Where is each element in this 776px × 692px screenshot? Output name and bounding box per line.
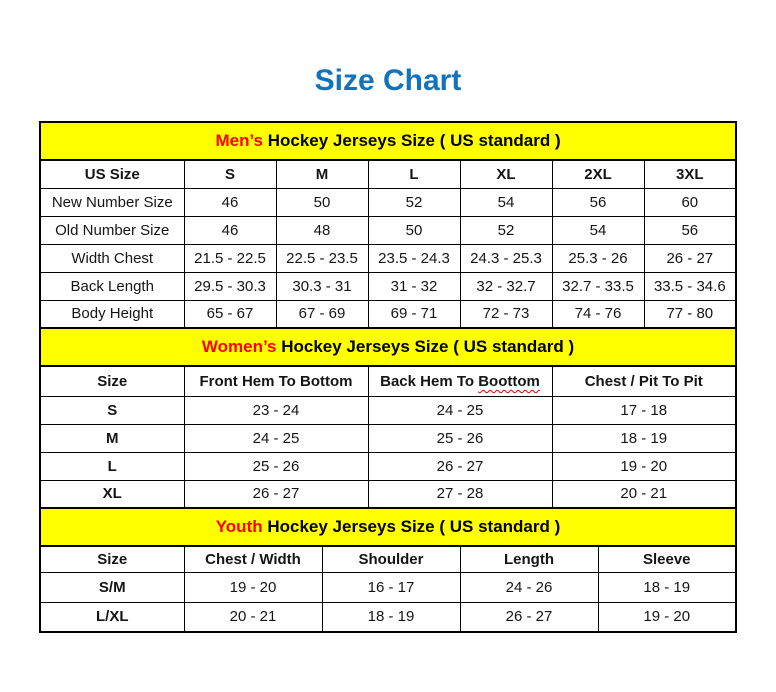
table-cell: 24 - 25 bbox=[368, 396, 552, 424]
table-cell: 18 - 19 bbox=[598, 572, 736, 602]
table-cell: 16 - 17 bbox=[322, 572, 460, 602]
table-cell: 46 bbox=[184, 188, 276, 216]
table-cell: 29.5 - 30.3 bbox=[184, 272, 276, 300]
mens-row-back-length bbox=[40, 272, 736, 300]
youth-column-header-row bbox=[40, 546, 736, 572]
mens-column-header-row bbox=[40, 160, 736, 188]
table-cell: 77 - 80 bbox=[644, 300, 736, 328]
table-cell: 25 - 26 bbox=[368, 424, 552, 452]
table-cell: 32.7 - 33.5 bbox=[552, 272, 644, 300]
table-cell: 24 - 26 bbox=[460, 572, 598, 602]
mens-row-width-chest bbox=[40, 244, 736, 272]
womens-row-m bbox=[40, 424, 736, 452]
youth-section-highlight: Youth bbox=[215, 517, 263, 536]
youth-section-rest: Hockey Jerseys Size ( US standard ) bbox=[262, 517, 561, 536]
mens-col-us-size: US Size bbox=[40, 160, 184, 188]
table-cell: 25.3 - 26 bbox=[552, 244, 644, 272]
mens-row-old-number bbox=[40, 216, 736, 244]
row-label: S bbox=[40, 396, 184, 424]
table-cell: 19 - 20 bbox=[598, 602, 736, 632]
mens-col-3xl: 3XL bbox=[644, 160, 736, 188]
womens-section-highlight: Women’s bbox=[201, 337, 277, 356]
mens-col-2xl: 2XL bbox=[552, 160, 644, 188]
table-cell: 54 bbox=[552, 216, 644, 244]
youth-size-table bbox=[39, 507, 737, 633]
table-cell: 56 bbox=[644, 216, 736, 244]
womens-row-l bbox=[40, 452, 736, 480]
row-label: XL bbox=[40, 480, 184, 508]
youth-section-title bbox=[40, 508, 736, 546]
table-cell: 50 bbox=[368, 216, 460, 244]
womens-section-title bbox=[40, 328, 736, 366]
table-cell: 24.3 - 25.3 bbox=[460, 244, 552, 272]
mens-col-l: L bbox=[368, 160, 460, 188]
mens-section-title bbox=[40, 122, 736, 160]
table-cell: 74 - 76 bbox=[552, 300, 644, 328]
table-cell: 50 bbox=[276, 188, 368, 216]
table-cell: 18 - 19 bbox=[552, 424, 736, 452]
row-label: L/XL bbox=[40, 602, 184, 632]
row-label: L bbox=[40, 452, 184, 480]
table-cell: 48 bbox=[276, 216, 368, 244]
row-label: M bbox=[40, 424, 184, 452]
youth-col-chest-width: Chest / Width bbox=[184, 546, 322, 572]
table-cell: 33.5 - 34.6 bbox=[644, 272, 736, 300]
womens-col-back-hem bbox=[368, 366, 552, 396]
table-cell: 72 - 73 bbox=[460, 300, 552, 328]
table-cell: 23.5 - 24.3 bbox=[368, 244, 460, 272]
table-cell: 52 bbox=[460, 216, 552, 244]
womens-col-size: Size bbox=[40, 366, 184, 396]
table-cell: 26 - 27 bbox=[644, 244, 736, 272]
mens-col-s: S bbox=[184, 160, 276, 188]
table-cell: 17 - 18 bbox=[552, 396, 736, 424]
womens-section-row bbox=[40, 328, 736, 366]
table-cell: 20 - 21 bbox=[184, 602, 322, 632]
table-cell: 54 bbox=[460, 188, 552, 216]
size-chart-tables bbox=[39, 121, 735, 633]
table-cell: 60 bbox=[644, 188, 736, 216]
table-cell: 18 - 19 bbox=[322, 602, 460, 632]
mens-col-m: M bbox=[276, 160, 368, 188]
table-cell: 26 - 27 bbox=[460, 602, 598, 632]
page-title: Size Chart bbox=[314, 64, 462, 97]
womens-col-front-hem: Front Hem To Bottom bbox=[184, 366, 368, 396]
table-cell: 22.5 - 23.5 bbox=[276, 244, 368, 272]
table-cell: 32 - 32.7 bbox=[460, 272, 552, 300]
youth-col-shoulder: Shoulder bbox=[322, 546, 460, 572]
table-cell: 25 - 26 bbox=[184, 452, 368, 480]
table-cell: 65 - 67 bbox=[184, 300, 276, 328]
table-cell: 52 bbox=[368, 188, 460, 216]
womens-col-chest: Chest / Pit To Pit bbox=[552, 366, 736, 396]
table-cell: 20 - 21 bbox=[552, 480, 736, 508]
table-cell: 31 - 32 bbox=[368, 272, 460, 300]
table-cell: 46 bbox=[184, 216, 276, 244]
mens-row-new-number bbox=[40, 188, 736, 216]
mens-row-body-height bbox=[40, 300, 736, 328]
womens-section-rest: Hockey Jerseys Size ( US standard ) bbox=[276, 337, 575, 356]
row-label: Width Chest bbox=[40, 244, 184, 272]
table-cell: 23 - 24 bbox=[184, 396, 368, 424]
youth-section-row bbox=[40, 508, 736, 546]
table-cell: 67 - 69 bbox=[276, 300, 368, 328]
womens-row-xl bbox=[40, 480, 736, 508]
mens-section-highlight: Men’s bbox=[215, 131, 263, 150]
table-cell: 21.5 - 22.5 bbox=[184, 244, 276, 272]
mens-size-table bbox=[39, 121, 737, 329]
table-cell: 26 - 27 bbox=[368, 452, 552, 480]
table-cell: 30.3 - 31 bbox=[276, 272, 368, 300]
womens-row-s bbox=[40, 396, 736, 424]
youth-row-sm bbox=[40, 572, 736, 602]
table-cell: 19 - 20 bbox=[184, 572, 322, 602]
row-label: S/M bbox=[40, 572, 184, 602]
table-cell: 69 - 71 bbox=[368, 300, 460, 328]
table-cell: 24 - 25 bbox=[184, 424, 368, 452]
back-hem-text: Back Hem To bbox=[380, 372, 479, 390]
womens-size-table bbox=[39, 327, 737, 509]
youth-col-sleeve: Sleeve bbox=[598, 546, 736, 572]
row-label: Body Height bbox=[40, 300, 184, 328]
mens-col-xl: XL bbox=[460, 160, 552, 188]
mens-section-rest: Hockey Jerseys Size ( US standard ) bbox=[263, 131, 561, 150]
womens-column-header-row bbox=[40, 366, 736, 396]
row-label: New Number Size bbox=[40, 188, 184, 216]
back-hem-misspelled-word: Boottom bbox=[478, 372, 540, 390]
table-cell: 56 bbox=[552, 188, 644, 216]
table-cell: 26 - 27 bbox=[184, 480, 368, 508]
mens-section-row bbox=[40, 122, 736, 160]
row-label: Back Length bbox=[40, 272, 184, 300]
youth-col-length: Length bbox=[460, 546, 598, 572]
youth-col-size: Size bbox=[40, 546, 184, 572]
table-cell: 19 - 20 bbox=[552, 452, 736, 480]
table-cell: 27 - 28 bbox=[368, 480, 552, 508]
row-label: Old Number Size bbox=[40, 216, 184, 244]
youth-row-lxl bbox=[40, 602, 736, 632]
